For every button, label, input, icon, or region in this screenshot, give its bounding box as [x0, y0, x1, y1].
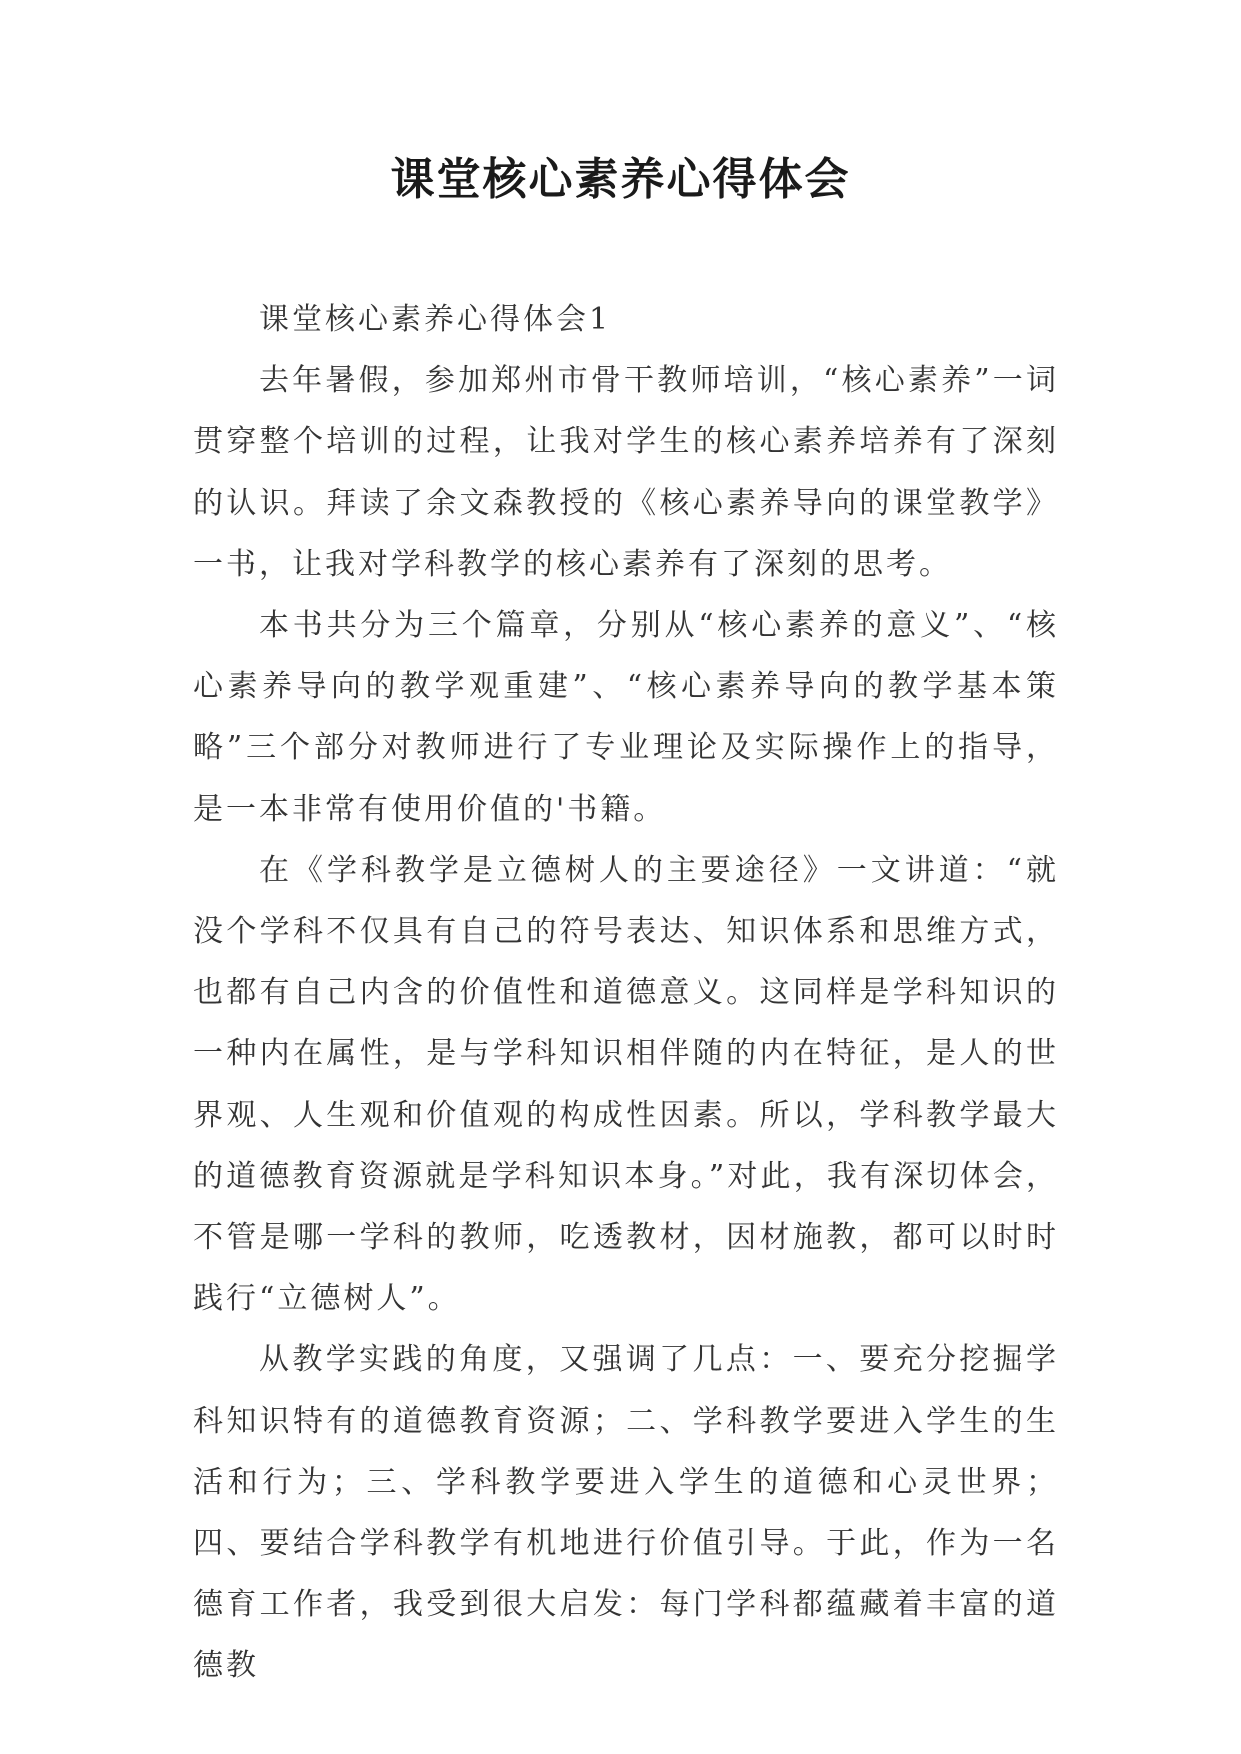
document-body — [193, 289, 1059, 1697]
paragraph: 从教学实践的角度，又强调了几点：一、要充分挖掘学科知识特有的道德教育资源；二、学科教学要进入学生的生活和行为；三、学科教学要进入学生的道德和心灵世界；四、要结合学科教学有机地进行价值引导。于此，作为一名德育工作者，我受到很大启发：每门学科都蕴藏着丰富的道德教 — [193, 1342, 1059, 1684]
paragraph: 在《学科教学是立德树人的主要途径》一文讲道：“就没个学科不仅具有自己的符号表达、知识体系和思维方式，也都有自己内含的价值性和道德意义。这同样是学科知识的一种内在属性，是与学科知识相伴随的内在特征，是人的世界观、人生观和价值观的构成性因素。所以，学科教学最大的道德教育资源就是学科知识本身。”对此，我有深切体会，不管是哪一学科的教师，吃透教材，因材施教，都可以时时践行“立德树人”。 — [193, 852, 1059, 1317]
paragraph-heading: 课堂核心素养心得体会1 — [259, 302, 612, 337]
paragraph: 本书共分为三个篇章，分别从“核心素养的意义”、“核心素养导向的教学观重建”、“核心素养导向的教学基本策略”三个部分对教师进行了专业理论及实际操作上的指导，是一本非常有使用价值的'书籍。 — [193, 608, 1059, 827]
paragraph: 去年暑假，参加郑州市骨干教师培训，“核心素养”一词贯穿整个培训的过程，让我对学生的核心素养培养有了深刻的认识。拜读了余文森教授的《核心素养导向的课堂教学》一书，让我对学科教学的核心素养有了深刻的思考。 — [193, 363, 1059, 582]
document-title: 课堂核心素养心得体会 — [390, 154, 851, 205]
